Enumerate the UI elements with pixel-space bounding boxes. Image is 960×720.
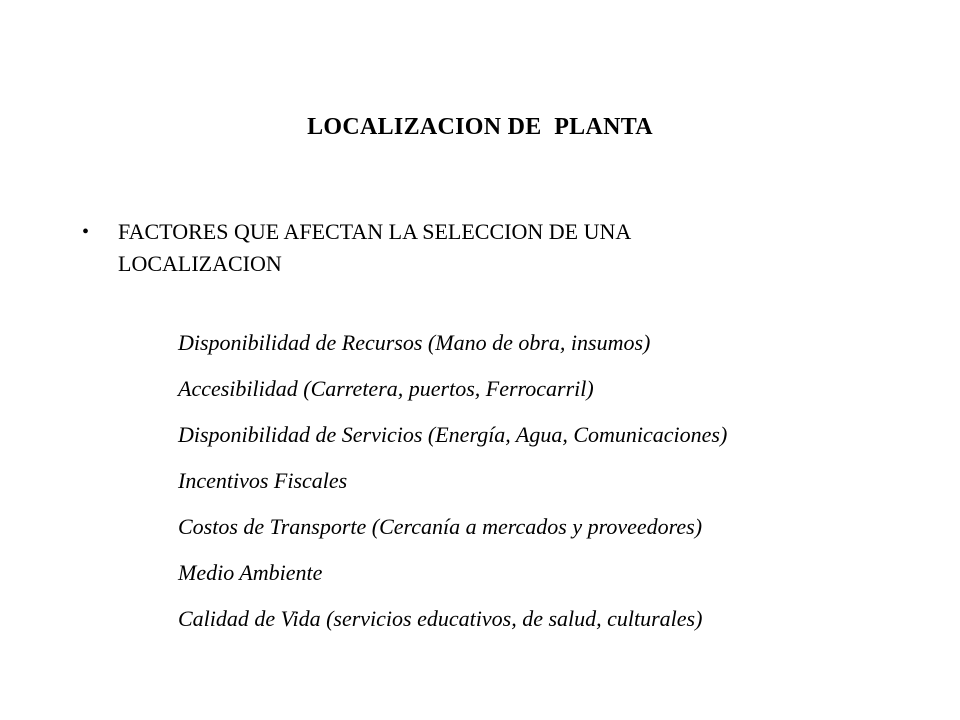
factor-list: [178, 326, 727, 648]
factor-item: Disponibilidad de Servicios (Energía, Agua, Comunicaciones): [178, 422, 728, 447]
bullet-text: FACTORES QUE AFECTAN LA SELECCION DE UNA LOCALIZACION: [118, 219, 631, 276]
factor-item: Costos de Transporte (Cercanía a mercados y proveedores): [178, 514, 703, 539]
bullet-icon: •: [82, 221, 90, 243]
factor-item: Disponibilidad de Recursos (Mano de obra, insumos): [178, 330, 651, 355]
factor-item: Incentivos Fiscales: [178, 468, 348, 493]
slide-title: LOCALIZACION DE PLANTA: [307, 114, 653, 140]
factor-item: Medio Ambiente: [178, 560, 323, 585]
factor-item: Accesibilidad (Carretera, puertos, Ferrocarril): [178, 376, 594, 401]
factor-item: Calidad de Vida (servicios educativos, de salud, culturales): [178, 606, 703, 631]
